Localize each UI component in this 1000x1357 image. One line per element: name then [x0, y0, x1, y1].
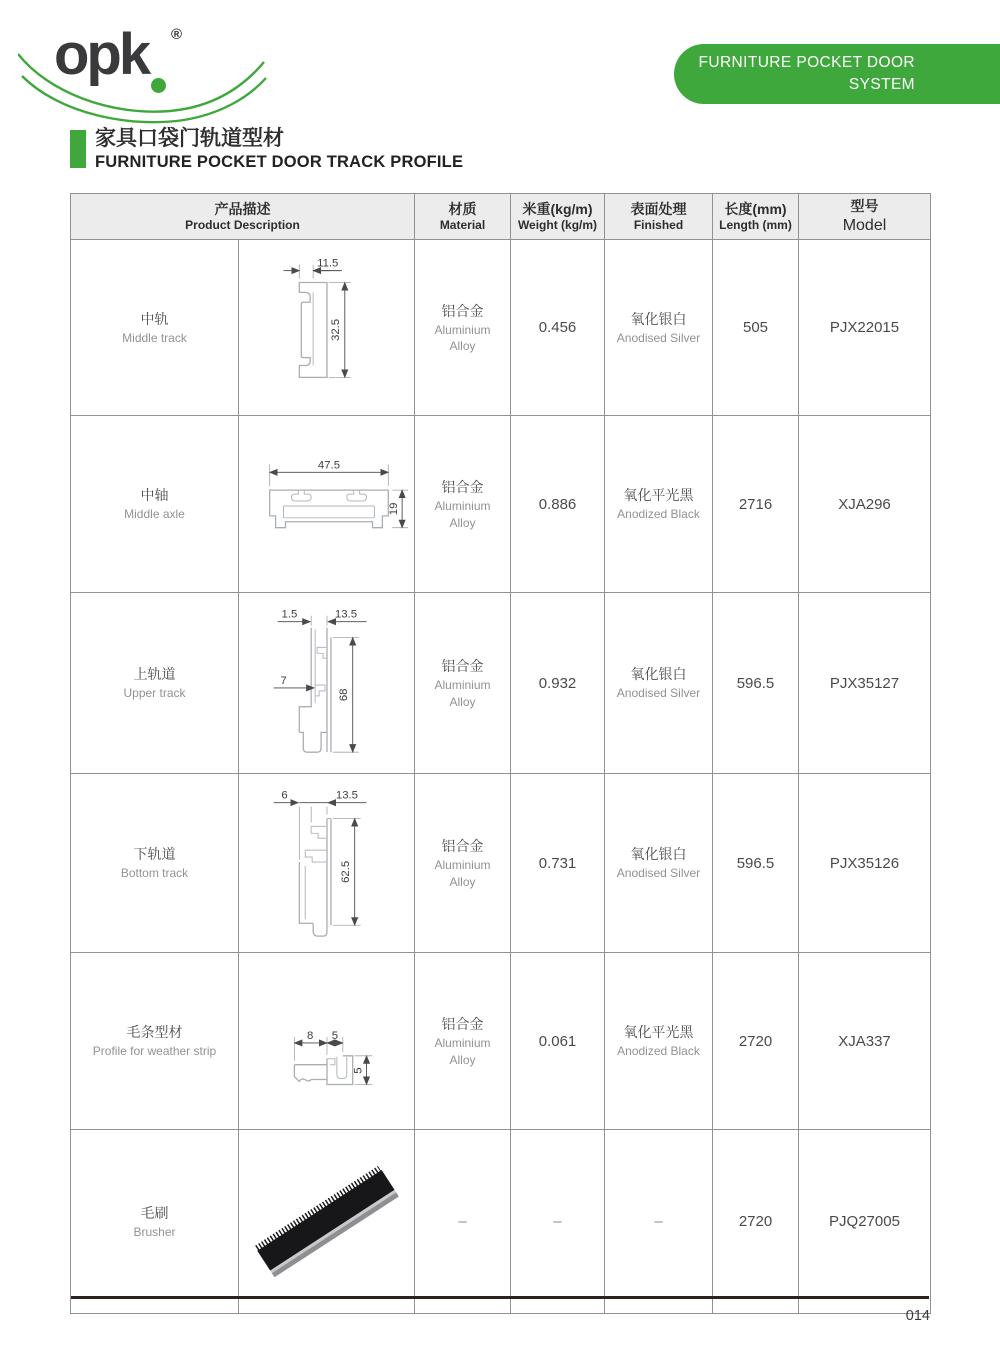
table-row-weather-strip-profile — [71, 953, 931, 1130]
brush-strip-photo — [240, 1130, 414, 1308]
cell-diagram — [239, 593, 415, 774]
cell-length: 505 — [713, 240, 799, 416]
table-row-middle-axle — [71, 416, 931, 593]
opk-logo — [18, 20, 273, 140]
badge-line2: SYSTEM — [848, 76, 915, 93]
dim-height-label: 62.5 — [339, 860, 352, 883]
cell-name: 毛刷 Brusher — [71, 1130, 239, 1314]
dim-left-label: 7 — [279, 674, 287, 687]
bottom-track-profile-diagram — [240, 774, 414, 947]
cell-length: 596.5 — [713, 593, 799, 774]
cell-material: 铝合金 Aluminium Alloy — [415, 593, 511, 774]
col-header-material: 材质 Material — [415, 194, 511, 240]
cell-finished: – — [605, 1130, 713, 1314]
cell-weight: 0.731 — [511, 774, 605, 953]
upper-track-profile-diagram — [240, 593, 414, 768]
spec-table — [70, 193, 931, 1314]
cell-name: 中轴 Middle axle — [71, 416, 239, 593]
dim-top-right-label: 13.5 — [335, 789, 358, 802]
table-row-bottom-track — [71, 774, 931, 953]
page-number: 014 — [905, 1308, 930, 1324]
cell-length: 2720 — [713, 953, 799, 1130]
section-title — [70, 128, 463, 172]
cell-material: 铝合金 Aluminium Alloy — [415, 774, 511, 953]
dim-height-label: 68 — [337, 688, 350, 702]
cell-diagram — [239, 416, 415, 593]
col-header-description: 产品描述 Product Description — [71, 194, 415, 240]
page-title-zh: 家具口袋门轨道型材 — [95, 127, 284, 150]
dim-width-label: 11.5 — [316, 257, 338, 270]
footer-rule — [71, 1296, 929, 1299]
dim-height-label: 19 — [387, 502, 400, 516]
dim-top-left-label: 1.5 — [281, 608, 297, 621]
col-header-length: 长度(mm) Length (mm) — [713, 194, 799, 240]
dim-top-left-label: 6 — [280, 789, 288, 802]
cell-model: XJA296 — [799, 416, 931, 593]
cell-weight: 0.456 — [511, 240, 605, 416]
badge-line1: FURNITURE POCKET DOOR — [698, 53, 915, 71]
cell-length: 2720 — [713, 1130, 799, 1314]
cell-model: XJA337 — [799, 953, 931, 1130]
table-row-upper-track — [71, 593, 931, 774]
middle-axle-profile-diagram — [240, 416, 414, 587]
dim-width-label: 47.5 — [317, 459, 340, 472]
cell-finished: 氧化银白 Anodised Silver — [605, 240, 713, 416]
cell-finished: 氧化银白 Anodised Silver — [605, 774, 713, 953]
cell-diagram — [239, 774, 415, 953]
cell-length: 596.5 — [713, 774, 799, 953]
cell-finished: 氧化平光黑 Anodized Black — [605, 416, 713, 593]
cell-weight: 0.061 — [511, 953, 605, 1130]
page-title-en: FURNITURE POCKET DOOR TRACK PROFILE — [95, 153, 464, 172]
cell-weight: – — [511, 1130, 605, 1314]
cell-diagram — [239, 1130, 415, 1314]
cell-name: 下轨道 Bottom track — [71, 774, 239, 953]
cell-name: 毛条型材 Profile for weather strip — [71, 953, 239, 1130]
weather-strip-profile-diagram — [240, 953, 414, 1124]
dim-height-label: 5 — [352, 1067, 365, 1074]
cell-name: 上轨道 Upper track — [71, 593, 239, 774]
dim-height-label: 32.5 — [329, 318, 342, 341]
cell-weight: 0.932 — [511, 593, 605, 774]
dim-left-label: 8 — [306, 1029, 313, 1042]
cell-model: PJQ27005 — [799, 1130, 931, 1314]
title-bullet — [70, 130, 86, 168]
cell-length: 2716 — [713, 416, 799, 593]
cell-model: PJX35126 — [799, 774, 931, 953]
middle-track-profile-diagram — [240, 240, 414, 410]
cell-material: 铝合金 Aluminium Alloy — [415, 416, 511, 593]
cell-material: 铝合金 Aluminium Alloy — [415, 953, 511, 1130]
logo-text: opk — [54, 22, 149, 87]
table-row-brusher — [71, 1130, 931, 1314]
col-header-model: 型号 Model — [799, 194, 931, 240]
table-header-row — [71, 194, 931, 240]
logo-green-dot-icon — [151, 78, 166, 93]
cell-model: PJX22015 — [799, 240, 931, 416]
registered-trademark-icon: ® — [171, 26, 183, 43]
dim-top-right-label: 13.5 — [334, 608, 357, 621]
cell-diagram — [239, 953, 415, 1130]
table-row-middle-track — [71, 240, 931, 416]
cell-material: 铝合金 Aluminium Alloy — [415, 240, 511, 416]
cell-material: – — [415, 1130, 511, 1314]
cell-finished: 氧化平光黑 Anodized Black — [605, 953, 713, 1130]
cell-name: 中轨 Middle track — [71, 240, 239, 416]
cell-finished: 氧化银白 Anodised Silver — [605, 593, 713, 774]
cell-model: PJX35127 — [799, 593, 931, 774]
col-header-weight: 米重(kg/m) Weight (kg/m) — [511, 194, 605, 240]
cell-diagram — [239, 240, 415, 416]
system-badge — [674, 44, 1000, 104]
col-header-finished: 表面处理 Finished — [605, 194, 713, 240]
cell-weight: 0.886 — [511, 416, 605, 593]
dim-right-label: 5 — [331, 1029, 338, 1042]
